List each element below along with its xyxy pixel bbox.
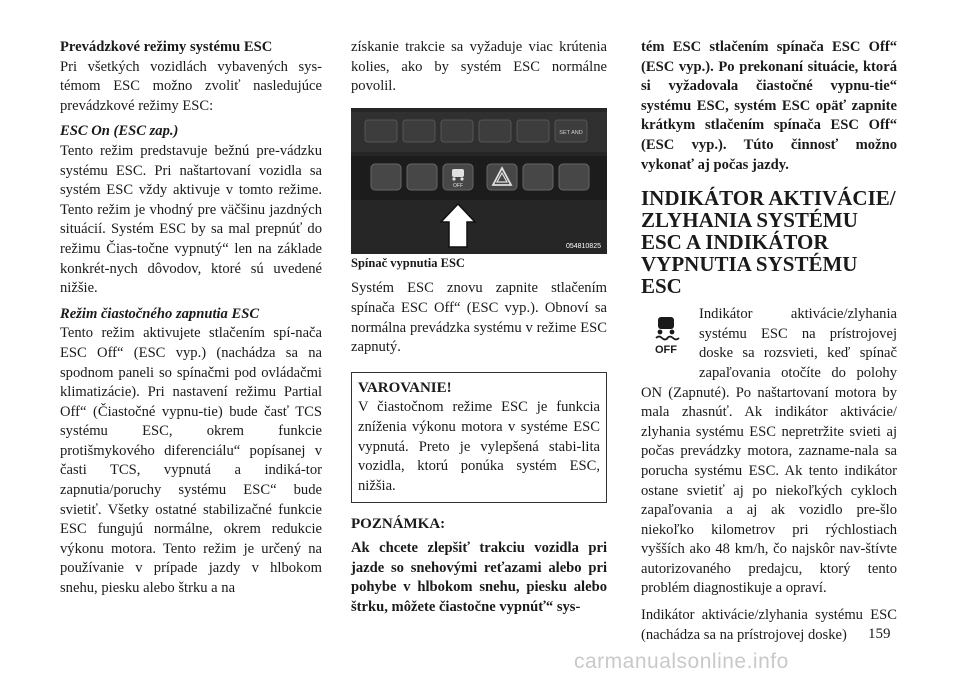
note-text: Ak chcete zlepšiť trakciu vozidla pri jazde so snehovými reťazami alebo pri pohybe v hlbokom snehu, piesku alebo štrku, môžete čiastočne vypnúť“ sys- [351, 539, 607, 615]
warning-title: VAROVANIE! [358, 379, 452, 396]
paragraph-reactivate: Systém ESC znovu zapnite stlačením spínača ESC Off“ (ESC vyp.). Obnoví sa normálna prevádzka systému v režime ESC zapnutý. [351, 280, 607, 356]
paragraph-indicator-2: Indikátor aktivácie/zlyhania systému ESC (nachádza sa na prístrojovej doske) [641, 607, 897, 643]
warning-text: V čiastočnom režime ESC je funkcia zníženia výkonu motora v systéme ESC vypnutá. Preto je vylepšená stabi-lita vozidla, ktorú ponúka systém ESC, nižšia. [358, 399, 600, 494]
paragraph-indicator: Indikátor aktivácie/zlyhania systému ESC na prístrojovej doske sa rozsvieti, keď spínač zapaľovania otočíte do polohy ON (Zapnuté). Po naštartovaní motora by mala zhasnúť. Ak indikátor aktivácie/ zlyhania systému ESC nepretržite svieti aj počas prevádzky motora, zazname-nala sa porucha systému ESC. Ak tento indikátor ostane svietiť aj po niekoľkých cykloch zapaľovania a aj ak vozidlo pre-šlo niekoľko kilometrov pri rýchlostiach vyšších ako 48 km/h, čo najskôr nav-štívte autorizovaného predajcu, ktorý tento problém diagnostikuje a opraví. [641, 306, 897, 597]
photo-caption: Spínač vypnutia ESC [351, 255, 465, 270]
column-right [641, 38, 897, 645]
column-middle [351, 38, 607, 617]
paragraph-esc-on: Tento režim predstavuje bežnú pre-vádzku systému ESC. Pri naštartovaní vozidla sa systém ESC vždy aktivuje v tomto režime. Tento režim je vhodný pre väčšinu jazdných situácií. Systém ESC by sa mal prepnúť do režimu Čias-točne vypnutý“ len na základe konkrét-nych dôvodov, ktoré sú uvedené nižšie. [60, 142, 322, 297]
switch-panel-illustration [351, 108, 607, 254]
esc-switch-photo [351, 108, 607, 254]
esc-off-indicator-label: OFF [655, 344, 677, 357]
warning-box [351, 372, 607, 504]
subheading-partial-off: Režim čiastočného zapnutia ESC [60, 305, 260, 322]
column-left [60, 38, 322, 599]
photo-code: 054810825 [565, 242, 601, 250]
section-heading-esc-modes: Prevádzkové režimy systému ESC [60, 39, 273, 55]
watermark: carmanualsonline.info [574, 650, 789, 673]
esc-off-indicator-icon [641, 311, 691, 361]
note-continued: tém ESC stlačením spínača ESC Off“ (ESC vyp.). Po prekonaní situácie, ktorá si vyžadovala čiastočné vypnu-tie“ systému ESC, systém ESC opäť zapnite krátkym stlačením spínača ESC Off“ (ESC vyp.). Túto činnosť možno vykonať aj počas jazdy. [641, 39, 897, 173]
indicator-block [641, 305, 897, 599]
paragraph-continued: získanie trakcie sa vyžaduje viac krútenia kolies, ako by systém ESC normálne povolil. [351, 39, 607, 95]
note-title: POZNÁMKA: [351, 516, 446, 533]
page-number: 159 [868, 626, 891, 642]
subheading-esc-on: ESC On (ESC zap.) [60, 123, 179, 140]
panel-button-label: SET AND [559, 129, 583, 136]
section-heading-indicator: INDIKÁTOR AKTIVÁCIE/ ZLYHANIA SYSTÉMU ESC A INDIKÁTOR VYPNUTIA SYSTÉMU ESC [641, 186, 896, 299]
paragraph-partial-off: Tento režim aktivujete stlačením spí-nača ESC Off“ (ESC vyp.) (nachádza sa na spodnom paneli so spínačmi pod ovládačmi klimatizácie). Pri nastavení režimu Partial Off“ (Čiastočné vypnu-tie) bude časť TCS systému ESC, okrem funkcie protišmykového diferenciálu“ popísanej v časti TCS, vypnutá a indiká-tor zapnutia/poruchy systému ESC“ bude svietiť. Všetky ostatné stabilizačné funkcie ESC fungujú normálne, okrem redukcie výkonu motora. Tento režim je určený na používanie v prípade jazdy v hlbokom snehu, piesku alebo štrku a na [60, 325, 322, 597]
paragraph-esc-modes: Pri všetkých vozidlách vybavených sys-témom ESC možno zvoliť nasledujúce prevádzkové režimy ESC: [60, 58, 322, 114]
esc-off-button-label: OFF [453, 182, 463, 189]
esc-off-indicator-wrapper [641, 305, 699, 371]
